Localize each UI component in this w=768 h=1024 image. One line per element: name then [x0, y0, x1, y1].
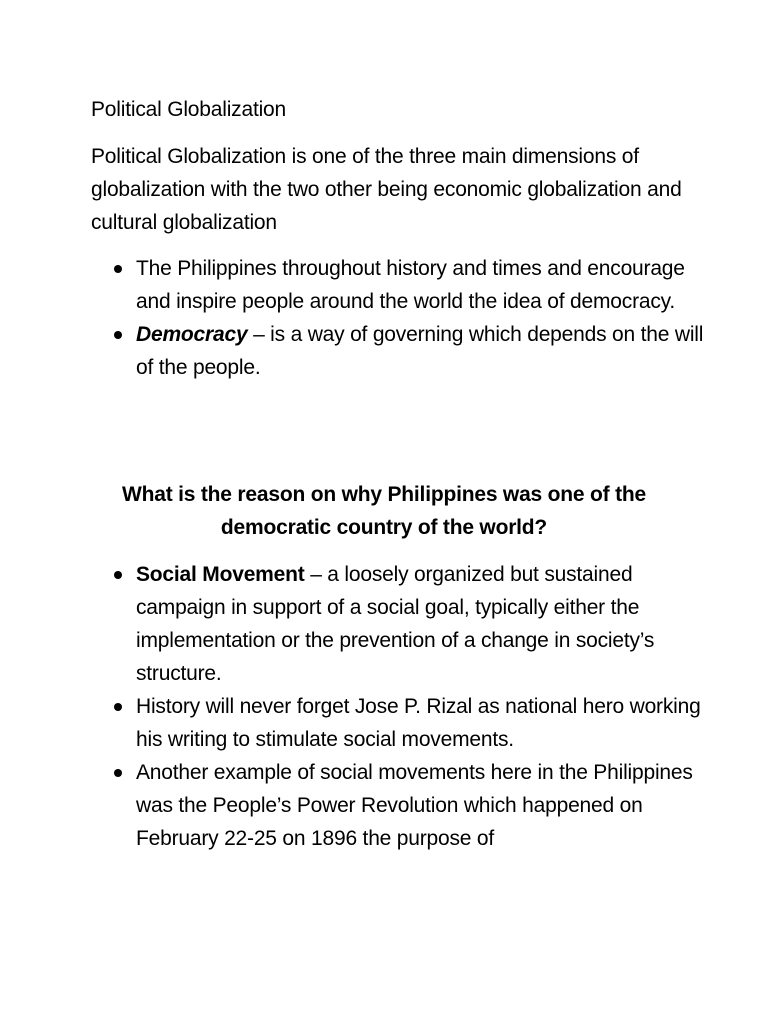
- list-item: [91, 690, 711, 756]
- bullet-icon: [114, 265, 122, 273]
- list-item-text: Another example of social movements here in the Philippines was the People’s Power Revolution which happened on February 22-25 on 1896 the purpose of: [136, 761, 693, 850]
- bullet-icon: [114, 769, 122, 777]
- list-item: [91, 252, 711, 318]
- list-item-text: History will never forget Jose P. Rizal as national hero working his writing to stimulate social movements.: [136, 695, 701, 751]
- bullet-list-democracy: [91, 252, 711, 384]
- intro-paragraph: Political Globalization is one of the three main dimensions of globalization with the two other being economic globalization and cultural globalization: [91, 145, 682, 234]
- list-item: [91, 318, 711, 384]
- list-item: [91, 558, 711, 690]
- list-item-text: – a loosely organized but sustained campaign in support of a social goal, typically either the implementation or the prevention of a change in society’s structure.: [136, 563, 655, 685]
- bullet-icon: [114, 571, 122, 579]
- bullet-icon: [114, 331, 122, 339]
- bullet-list-social-movements: [91, 558, 711, 855]
- list-item-term: Social Movement: [136, 563, 305, 586]
- bullet-icon: [114, 703, 122, 711]
- list-item-text: The Philippines throughout history and times and encourage and inspire people around the world the idea of democracy.: [136, 257, 685, 313]
- section-question-heading: What is the reason on why Philippines was one of the democratic country of the world?: [121, 483, 646, 539]
- list-item-term: Democracy: [136, 323, 248, 346]
- document-title: Political Globalization: [91, 98, 287, 121]
- list-item-text: – is a way of governing which depends on the will of the people.: [136, 323, 704, 379]
- list-item: [91, 756, 711, 855]
